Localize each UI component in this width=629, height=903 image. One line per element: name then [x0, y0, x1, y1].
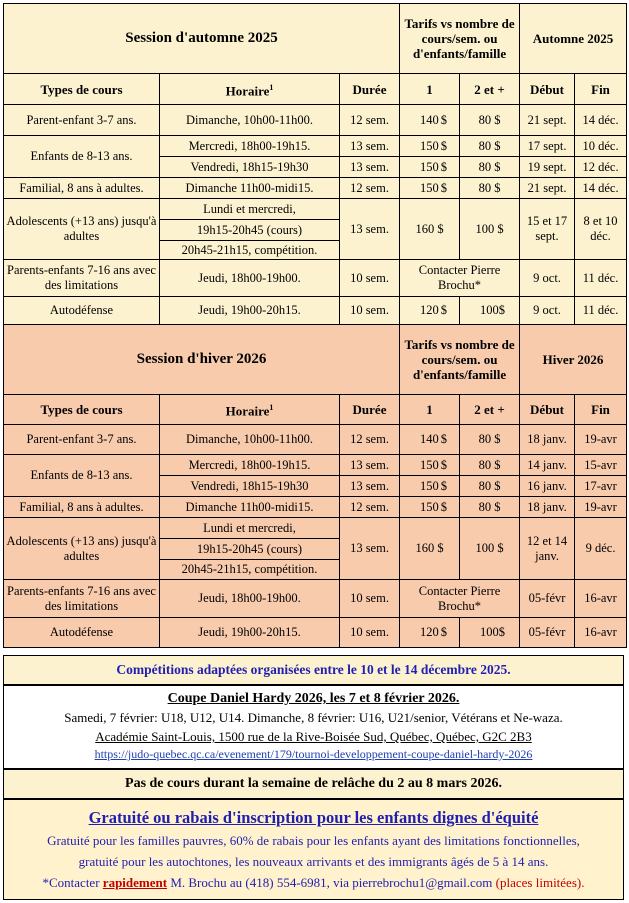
- table-row: [4, 199, 627, 220]
- price-one: 140 $: [400, 425, 460, 455]
- price-one: 160 $: [400, 199, 460, 260]
- schedule: Dimanche 11h00-midi15.: [160, 178, 340, 199]
- end-date: 16-avr: [575, 580, 627, 618]
- equity-title: Gratuité ou rabais d'inscription pour les enfants dignes d'équité: [88, 808, 539, 827]
- contact-cell: Contacter Pierre Brochu*: [400, 580, 520, 618]
- price-two: 80 $: [460, 425, 520, 455]
- equity-section: [3, 799, 624, 900]
- col-two: 2 et +: [460, 74, 520, 105]
- autumn-period-header: Automne 2025: [520, 4, 627, 74]
- coupe-address: Académie Saint-Louis, 1500 rue de la Rive-Boisée Sud, Québec, Québec, G2C 2B3: [95, 729, 532, 744]
- price-one: 160 $: [400, 518, 460, 580]
- start-date: 9 oct.: [520, 260, 575, 297]
- price-two: 80 $: [460, 136, 520, 157]
- schedule: 19h15-20h45 (cours): [160, 539, 340, 560]
- competitions-banner: Compétitions adaptées organisées entre le 10 et le 14 décembre 2025.: [3, 655, 624, 685]
- price-two: 100 $: [460, 518, 520, 580]
- duration: 13 sem.: [340, 157, 400, 178]
- price-two: 80 $: [460, 455, 520, 476]
- start-date: 14 janv.: [520, 455, 575, 476]
- schedule: Lundi et mercredi,: [160, 199, 340, 220]
- col-fin: Fin: [575, 395, 627, 425]
- schedule: 20h45-21h15, compétition.: [160, 241, 340, 260]
- autumn-tarifs-header: Tarifs vs nombre de cours/sem. ou d'enfants/famille: [400, 4, 520, 74]
- schedule: Vendredi, 18h15-19h30: [160, 476, 340, 497]
- schedule: Vendredi, 18h15-19h30: [160, 157, 340, 178]
- price-one: 150 $: [400, 178, 460, 199]
- start-date: 18 janv.: [520, 497, 575, 518]
- start-date: 05-févr: [520, 580, 575, 618]
- course-type: Adolescents (+13 ans) jusqu'à adultes: [4, 199, 160, 260]
- winter-column-headers: [4, 395, 627, 425]
- price-one: 140 $: [400, 105, 460, 136]
- duration: 12 sem.: [340, 497, 400, 518]
- price-one: 150 $: [400, 136, 460, 157]
- schedule: Lundi et mercredi,: [160, 518, 340, 539]
- start-date: 18 janv.: [520, 425, 575, 455]
- col-one: 1: [400, 395, 460, 425]
- end-date: 17-avr: [575, 476, 627, 497]
- equity-line-1: Gratuité pour les familles pauvres, 60% de rabais pour les enfants ayant des limitations fonctionnelles,: [47, 833, 580, 848]
- no-class-banner: Pas de cours durant la semaine de relâche du 2 au 8 mars 2026.: [3, 769, 624, 799]
- col-debut: Début: [520, 74, 575, 105]
- schedule: Mercredi, 18h00-19h15.: [160, 455, 340, 476]
- duration: 12 sem.: [340, 105, 400, 136]
- duration: 12 sem.: [340, 425, 400, 455]
- winter-tarifs-header: Tarifs vs nombre de cours/sem. ou d'enfants/famille: [400, 325, 520, 395]
- autumn-table: [3, 3, 627, 325]
- start-date: 12 et 14 janv.: [520, 518, 575, 580]
- end-date: 19-avr: [575, 425, 627, 455]
- schedule: Dimanche, 10h00-11h00.: [160, 425, 340, 455]
- schedule: Mercredi, 18h00-19h15.: [160, 136, 340, 157]
- col-duree: Durée: [340, 395, 400, 425]
- duration: 13 sem.: [340, 199, 400, 260]
- autumn-session-title: Session d'automne 2025: [4, 4, 400, 74]
- table-row: [4, 580, 627, 618]
- start-date: 17 sept.: [520, 136, 575, 157]
- end-date: 14 déc.: [575, 105, 627, 136]
- table-row: [4, 260, 627, 297]
- contact-cell: Contacter Pierre Brochu*: [400, 260, 520, 297]
- schedule: Jeudi, 18h00-19h00.: [160, 260, 340, 297]
- coupe-title: Coupe Daniel Hardy 2026, les 7 et 8 février 2026.: [167, 691, 460, 706]
- schedule: Jeudi, 18h00-19h00.: [160, 580, 340, 618]
- price-one: 150 $: [400, 157, 460, 178]
- equity-line-2: gratuité pour les autochtones, les nouveaux arrivants et des immigrants âgés de 5 à 14 ans.: [78, 854, 549, 869]
- price-one: 120 $: [400, 618, 460, 648]
- price-two: 80 $: [460, 105, 520, 136]
- price-two: 80 $: [460, 476, 520, 497]
- end-date: 12 déc.: [575, 157, 627, 178]
- course-type: Adolescents (+13 ans) jusqu'à adultes: [4, 518, 160, 580]
- table-row: [4, 425, 627, 455]
- table-row: [4, 518, 627, 539]
- end-date: 11 déc.: [575, 297, 627, 325]
- table-row: [4, 105, 627, 136]
- coupe-section: [3, 685, 624, 769]
- table-row: [4, 178, 627, 199]
- price-one: 120 $: [400, 297, 460, 325]
- coupe-link[interactable]: https://judo-quebec.qc.ca/evenement/179/tournoi-developpement-coupe-daniel-hardy-2026: [94, 747, 533, 761]
- autumn-column-headers: [4, 74, 627, 105]
- contact-urgent: rapidement: [102, 875, 168, 890]
- col-two: 2 et +: [460, 395, 520, 425]
- col-horaire: Horaire$^1$: [160, 74, 340, 105]
- price-one: 150 $: [400, 497, 460, 518]
- winter-table: [3, 324, 627, 648]
- schedule: Dimanche 11h00-midi15.: [160, 497, 340, 518]
- course-type: Autodéfense: [4, 297, 160, 325]
- duration: 13 sem.: [340, 136, 400, 157]
- schedule: Jeudi, 19h00-20h15.: [160, 297, 340, 325]
- course-type: Familial, 8 ans à adultes.: [4, 178, 160, 199]
- schedule: 19h15-20h45 (cours): [160, 220, 340, 241]
- duration: 10 sem.: [340, 297, 400, 325]
- end-date: 15-avr: [575, 455, 627, 476]
- schedule: 20h45-21h15, compétition.: [160, 560, 340, 580]
- start-date: 9 oct.: [520, 297, 575, 325]
- start-date: 05-févr: [520, 618, 575, 648]
- price-two: 100 $: [460, 618, 520, 648]
- col-duree: Durée: [340, 74, 400, 105]
- duration: 13 sem.: [340, 455, 400, 476]
- price-two: 80 $: [460, 157, 520, 178]
- coupe-schedule: Samedi, 7 février: U18, U12, U14. Dimanche, 8 février: U16, U21/senior, Vétérans et Ne-waza.: [64, 710, 563, 725]
- end-date: 8 et 10 déc.: [575, 199, 627, 260]
- duration: 13 sem.: [340, 476, 400, 497]
- col-debut: Début: [520, 395, 575, 425]
- start-date: 15 et 17 sept.: [520, 199, 575, 260]
- table-row: [4, 618, 627, 648]
- contact-line: [4, 872, 623, 893]
- end-date: 11 déc.: [575, 260, 627, 297]
- course-type: Autodéfense: [4, 618, 160, 648]
- col-types: Types de cours: [4, 74, 160, 105]
- price-two: 100 $: [460, 199, 520, 260]
- price-two: 80 $: [460, 178, 520, 199]
- end-date: 19-avr: [575, 497, 627, 518]
- price-one: 150 $: [400, 476, 460, 497]
- course-type: Enfants de 8-13 ans.: [4, 136, 160, 178]
- duration: 13 sem.: [340, 518, 400, 580]
- duration: 10 sem.: [340, 618, 400, 648]
- price-one: 150 $: [400, 455, 460, 476]
- price-two: 80 $: [460, 497, 520, 518]
- contact-limited: (places limitées).: [495, 875, 585, 890]
- schedule: Jeudi, 19h00-20h15.: [160, 618, 340, 648]
- course-type: Parent-enfant 3-7 ans.: [4, 105, 160, 136]
- start-date: 21 sept.: [520, 105, 575, 136]
- col-one: 1: [400, 74, 460, 105]
- winter-period-header: Hiver 2026: [520, 325, 627, 395]
- course-type: Familial, 8 ans à adultes.: [4, 497, 160, 518]
- start-date: 16 janv.: [520, 476, 575, 497]
- start-date: 21 sept.: [520, 178, 575, 199]
- col-types: Types de cours: [4, 395, 160, 425]
- table-row: [4, 497, 627, 518]
- winter-title-row: [4, 325, 627, 395]
- duration: 12 sem.: [340, 178, 400, 199]
- price-two: 100 $: [460, 297, 520, 325]
- col-fin: Fin: [575, 74, 627, 105]
- course-type: Parents-enfants 7-16 ans avec des limitations: [4, 580, 160, 618]
- start-date: 19 sept.: [520, 157, 575, 178]
- winter-session-title: Session d'hiver 2026: [4, 325, 400, 395]
- table-row: [4, 297, 627, 325]
- course-type: Enfants de 8-13 ans.: [4, 455, 160, 497]
- table-row: [4, 455, 627, 476]
- autumn-title-row: [4, 4, 627, 74]
- schedule: Dimanche, 10h00-11h00.: [160, 105, 340, 136]
- course-type: Parents-enfants 7-16 ans avec des limitations: [4, 260, 160, 297]
- duration: 10 sem.: [340, 580, 400, 618]
- end-date: 16-avr: [575, 618, 627, 648]
- end-date: 14 déc.: [575, 178, 627, 199]
- contact-prefix: *Contacter: [42, 875, 100, 890]
- end-date: 10 déc.: [575, 136, 627, 157]
- course-type: Parent-enfant 3-7 ans.: [4, 425, 160, 455]
- end-date: 9 déc.: [575, 518, 627, 580]
- duration: 10 sem.: [340, 260, 400, 297]
- table-row: [4, 136, 627, 157]
- col-horaire: Horaire$^1$: [160, 395, 340, 425]
- contact-details: M. Brochu au (418) 554-6981, via pierrebrochu1@gmail.com: [170, 875, 493, 890]
